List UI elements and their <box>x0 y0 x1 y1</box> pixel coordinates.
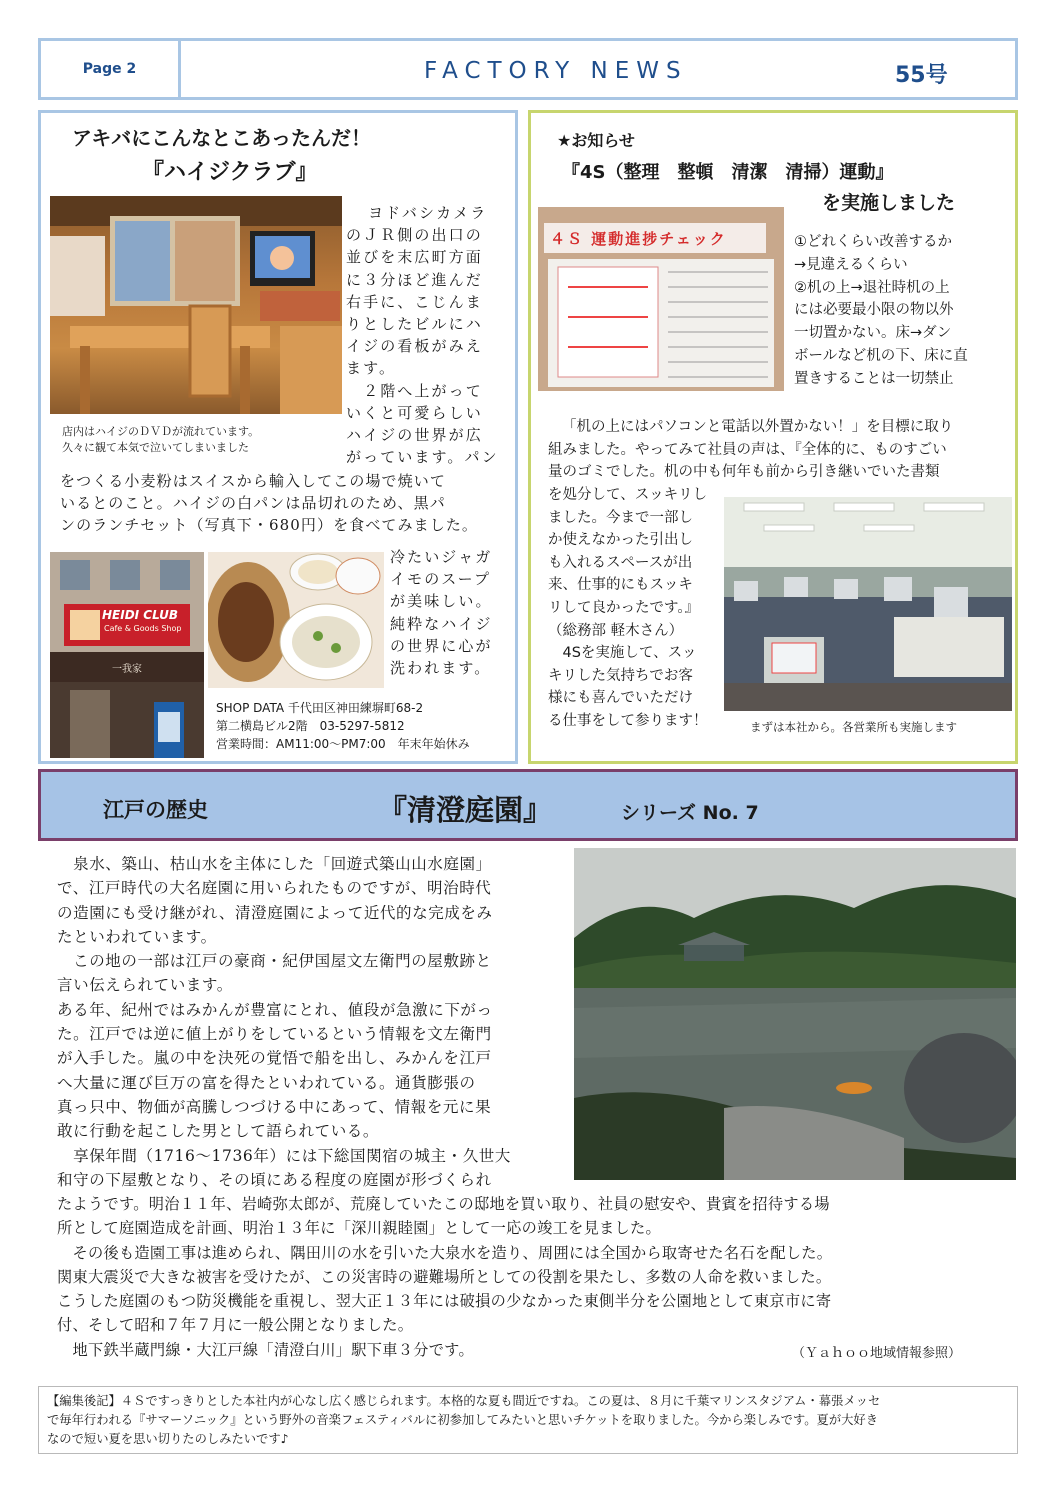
caption-line: 久々に観て本気で泣いてしまいました <box>62 441 249 454</box>
body-line: ました。今まで一部し <box>548 509 693 526</box>
edo-body-narrow <box>57 852 571 1192</box>
page-number: Page 2 <box>41 41 181 97</box>
body-line: 所として庭園造成を計画、明治１３年に「深川親睦園」として一応の竣工を見ました。 <box>57 1219 662 1238</box>
body-line: ます。 <box>346 359 397 378</box>
page-header <box>38 38 1018 100</box>
poster-title: ４Ｓ 運動進捗チェック <box>550 230 727 248</box>
edo-series-number: シリーズ No. 7 <box>621 802 759 824</box>
body-line: 敢に行動を起こした男として語られている。 <box>57 1122 380 1141</box>
body-line: こうした庭園のもつ防災機能を重視し、翌大正１３年には破損の少なかった東側半分を公園地として東京市に寄 <box>57 1292 832 1311</box>
body-line: りとしたビルにハ <box>346 315 483 334</box>
body-line: 組みました。やってみて社員の声は、『全体的に、ものすごい <box>548 441 947 458</box>
shop-sign-text: HEIDI CLUB <box>102 608 178 622</box>
body-line: たようです。明治１１年、岩崎弥太郎が、荒廃していたこの邸地を買い取り、社員の慰安や、貴賓を招待する場 <box>57 1195 830 1213</box>
postscript-line: なので短い夏を思い切りたのしみたいです♪ <box>47 1432 289 1446</box>
cafe-interior-photo <box>50 196 342 414</box>
body-line: キリした気持ちでお客 <box>548 667 693 684</box>
4s-body-column <box>548 484 722 733</box>
heidi-body-side <box>390 546 514 679</box>
shop-data-line: SHOP DATA 千代田区神田練塀町68-2 <box>216 701 424 715</box>
body-line: 様にも喜んでいただけ <box>548 690 693 707</box>
kiyosumi-garden-photo <box>574 848 1016 1180</box>
body-line: に３分ほど進んだ <box>346 270 483 289</box>
body-line: 並びを末広町方面 <box>346 248 483 267</box>
body-line: 泉水、築山、枯山水を主体にした「回遊式築山山水庭園」 <box>57 855 492 873</box>
body-line: いくと可愛らしい <box>346 403 483 422</box>
source-credit: （Ｙａｈｏｏ地域情報参照） <box>792 1346 962 1361</box>
body-line: たといわれています。 <box>57 927 217 946</box>
body-line: リして良かったです。』 <box>548 599 700 616</box>
goal-line: ②机の上→退社時机の上 <box>794 279 950 296</box>
heidi-title-line2: 『ハイジクラブ』 <box>142 160 318 185</box>
goal-line: ①どれくらい改善するか <box>794 234 952 250</box>
body-line: 冷たいジャガ <box>390 548 493 566</box>
body-line: る仕事をして参ります！ <box>548 712 708 729</box>
body-line: 享保年間（1716～1736年）には下総国関宿の城主・久世大 <box>57 1146 511 1165</box>
body-line: を処分して、スッキリし <box>548 487 708 503</box>
edo-section-label: 江戸の歴史 <box>103 798 208 822</box>
body-line: も入れるスペースが出 <box>548 554 693 571</box>
body-line: ハイジの世界が広 <box>346 426 483 445</box>
goal-line: には必要最小限の物以外 <box>794 302 954 319</box>
body-line: か使えなかった引出し <box>548 532 693 549</box>
shop-data-line: 営業時間：AM11:00～PM7:00 年末年始休み <box>216 737 470 751</box>
office-photo-caption: まずは本社から。各営業所も実施します <box>750 720 957 734</box>
cafe-interior-illustration <box>50 196 342 414</box>
goal-line: →見違えるくらい <box>794 256 908 273</box>
4s-body-full <box>548 416 1010 484</box>
body-line: ある年、紀州ではみかんが豊富にとれ、値段が急激に下がっ <box>57 1000 493 1019</box>
body-line: 和守の下屋敷となり、その頃にある程度の庭園が形づくられ <box>57 1170 492 1189</box>
body-line: 真っ只中、物価が高騰しつづける中にあって、情報を元に果 <box>57 1097 492 1116</box>
goal-line: ボールなど机の下、床に直 <box>794 347 968 364</box>
body-line: のＪＲ側の出口の <box>346 226 483 245</box>
body-line: イモのスープ <box>390 570 492 589</box>
heidi-body-column <box>346 202 510 468</box>
body-line: がっています。パン <box>346 448 499 467</box>
caption-line: 店内はハイジのＤＶＤが流れています。 <box>62 425 260 438</box>
office-photo <box>724 497 1012 711</box>
body-line: いるとのこと。ハイジの白パンは品切れのため、黒パ <box>60 494 446 513</box>
notice-label: ★お知らせ <box>557 131 635 150</box>
shop-data-line: 第二横島ビル2階 03-5297-5812 <box>216 719 405 733</box>
body-line: 4Sを実施して、スッ <box>548 645 697 662</box>
4s-goals <box>794 231 968 391</box>
garden-illustration <box>574 848 1016 1180</box>
4s-title-line1: 『4S（整理 整頓 清潔 清掃）運動』 <box>562 162 894 183</box>
shop-front-photo <box>50 552 204 758</box>
shop-sign-subtext: Cafe & Goods Shop <box>104 624 182 633</box>
shop-data <box>216 699 470 753</box>
access-line: 地下鉄半蔵門線・大江戸線「清澄白川」駅下車３分です。 <box>57 1340 474 1359</box>
body-line: 関東大震災で大きな被害を受けたが、この災害時の避難場所としての役割を果たし、多数の人命を救いました。 <box>57 1267 832 1286</box>
body-line: 付、そして昭和７年７月に一般公開となりました。 <box>57 1316 414 1335</box>
4s-title-line2: を実施しました <box>822 192 956 214</box>
shop-noren-text: 一我家 <box>112 664 142 675</box>
body-line: 量のゴミでした。机の中も何年も前から引き継いでいた書類 <box>548 464 940 481</box>
body-line: をつくる小麦粉はスイスから輸入してこの場で焼いて <box>60 472 446 490</box>
body-line: （総務部 軽木さん） <box>548 622 684 639</box>
body-line: 来、仕事的にもスッキ <box>548 577 693 594</box>
body-line: が美味しい。 <box>390 592 493 611</box>
body-line: ヨドバシカメラ <box>368 204 488 222</box>
body-line: へ大量に運び巨万の富を得たといわれている。通貨膨張の <box>57 1073 476 1092</box>
body-line: ンのランチセット（写真下・680円）を食べてみました。 <box>60 516 479 535</box>
editors-postscript <box>38 1386 1018 1454</box>
body-line: た。江戸では逆に値上がりをしているという情報を文左衛門 <box>57 1025 492 1044</box>
lunch-set-illustration <box>208 552 384 688</box>
body-line: その後も造園工事は進められ、隅田川の水を引いた大泉水を造り、周囲には全国から取寄せた名石を配した。 <box>57 1243 833 1262</box>
edo-body-wide <box>57 1192 1015 1362</box>
edo-history-banner <box>38 769 1018 841</box>
goal-line: 置きすることは一切禁止 <box>794 370 954 387</box>
edo-article-title: 『清澄庭園』 <box>378 793 553 827</box>
body-line: ２階へ上がって <box>346 381 483 400</box>
body-line: 純粋なハイジ <box>390 614 493 633</box>
body-line: の造園にも受け継がれ、清澄庭園によって近代的な完成をみ <box>57 903 493 922</box>
postscript-line: 【編集後記】４Ｓですっきりとした本社内が心なし広く感じられます。本格的な夏も間近ですね。この夏は、８月に千葉マリンスタジアム・幕張メッセ <box>47 1394 881 1408</box>
postscript-line: で毎年行われる『サマーソニック』という野外の音楽フェスティバルに初参加してみたいと思いチケットを取りました。今から楽しみです。夏が大好き <box>47 1413 879 1427</box>
body-line: この地の一部は江戸の豪商・紀伊国屋文左衛門の屋敷跡と <box>57 952 492 971</box>
lunch-set-photo <box>208 552 384 688</box>
shop-front-illustration <box>50 552 204 758</box>
newsletter-title: FACTORY NEWS <box>424 58 688 84</box>
body-line: が入手した。嵐の中を決死の覚悟で船を出し、みかんを江戸 <box>57 1049 492 1068</box>
body-line: 右手に、こじんま <box>346 292 483 311</box>
body-line: 「机の上にはパソコンと電話以外置かない！」を目標に取り <box>562 419 954 435</box>
body-line: イジの看板がみえ <box>346 337 483 356</box>
issue-number: 55号 <box>895 63 948 88</box>
4s-poster-photo <box>538 207 784 391</box>
heidi-photo-caption <box>62 424 259 456</box>
body-line: 洗われます。 <box>390 659 492 678</box>
body-line: で、江戸時代の大名庭園に用いられたものですが、明治時代 <box>57 879 492 898</box>
body-line: の世界に心が <box>390 636 493 655</box>
heidi-title-line1: アキバにこんなとこあったんだ！ <box>72 126 371 150</box>
goal-line: 一切置かない。床→ダン <box>794 325 952 342</box>
body-line: 言い伝えられています。 <box>57 976 233 995</box>
office-illustration <box>724 497 1012 711</box>
heidi-body-full <box>60 470 512 537</box>
